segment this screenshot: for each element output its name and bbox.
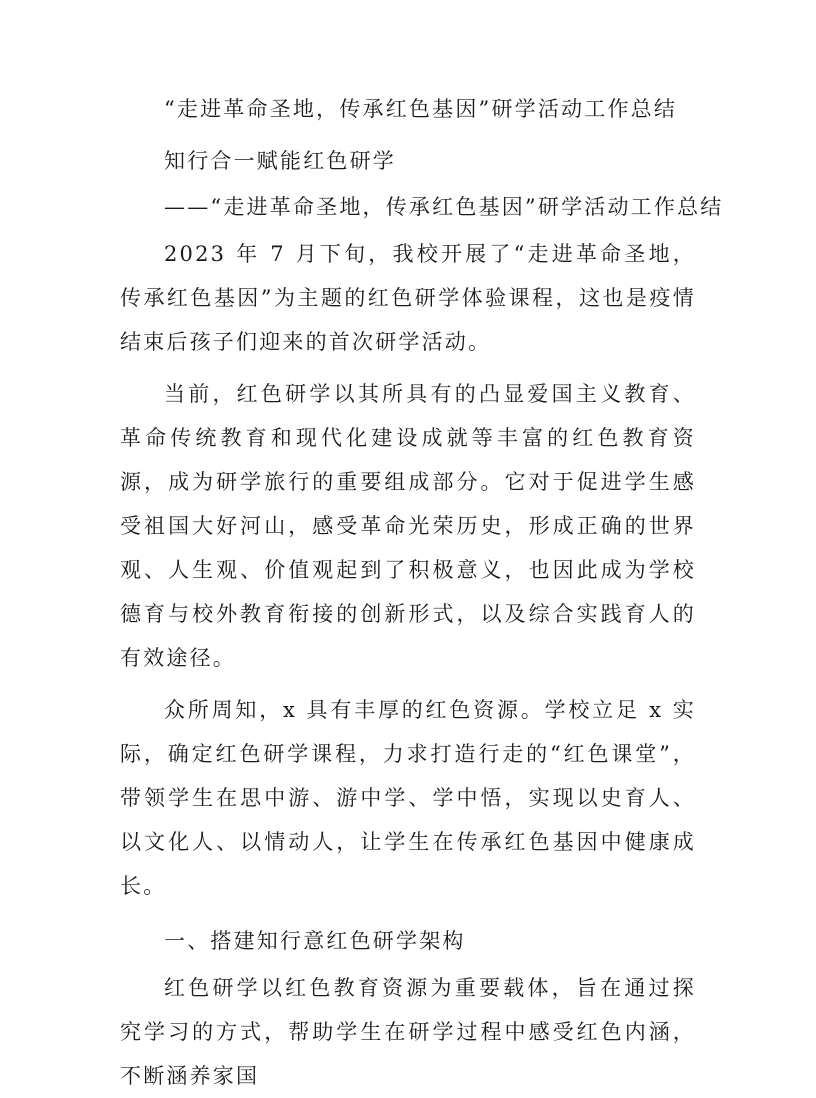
paragraph-section-1: 红色研学以红色教育资源为重要载体，旨在通过探究学习的方式，帮助学生在研学过程中感受红色内涵，不断涵养家国 xyxy=(120,976,696,1088)
document-subtitle-dash: ——“走进革命圣地，传承红色基因”研学活动工作总结 xyxy=(164,195,724,219)
paragraph-resources: 众所周知，x 具有丰厚的红色资源。学校立足 x 实际，确定红色研学课程，力求打造行走的“红色课堂”，带领学生在思中游、游中学、学中悟，实现以史育人、以文化人、以情动人，让学生在传承红色基因中健康成长。 xyxy=(120,698,696,898)
document-title: “走进革命圣地，传承红色基因”研学活动工作总结 xyxy=(164,97,678,121)
paragraph-current: 当前，红色研学以其所具有的凸显爱国主义教育、革命传统教育和现代化建设成就等丰富的红色教育资源，成为研学旅行的重要组成部分。它对于促进学生感受祖国大好河山，感受革命光荣历史，形成正确的世界观、人生观、价值观起到了积极意义，也因此成为学校德育与校外教育衔接的创新形式，以及综合实践育人的有效途径。 xyxy=(120,382,696,670)
paragraph-intro: 2023 年 7 月下旬，我校开展了“走进革命圣地，传承红色基因”为主题的红色研学体验课程，这也是疫情结束后孩子们迎来的首次研学活动。 xyxy=(120,242,696,354)
document-page xyxy=(120,88,724,1098)
section-heading: 一、搭建知行意红色研学架构 xyxy=(164,929,466,953)
document-subtitle: 知行合一赋能红色研学 xyxy=(164,149,396,173)
